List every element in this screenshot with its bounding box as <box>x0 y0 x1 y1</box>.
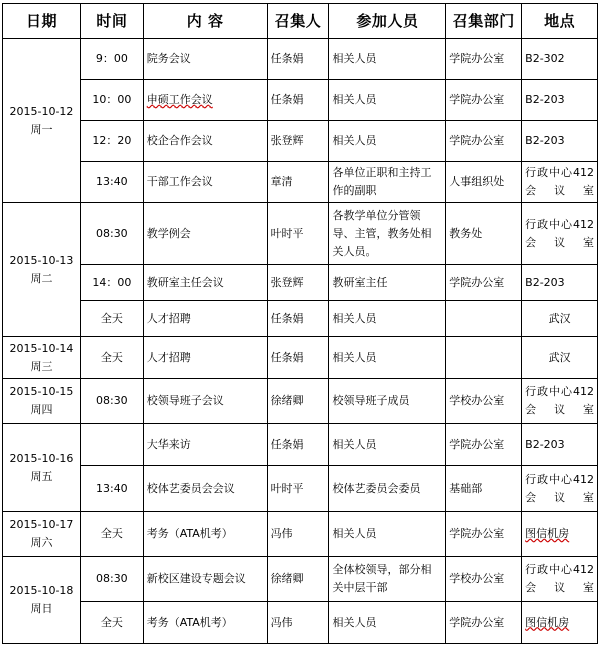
attendees-cell: 教研室主任 <box>329 265 446 301</box>
table-row <box>3 162 598 203</box>
convener-cell: 徐绪卿 <box>267 557 329 602</box>
attendees-cell: 相关人员 <box>329 512 446 557</box>
table-row <box>3 602 598 644</box>
time-cell: 12：20 <box>80 121 143 162</box>
time-cell: 全天 <box>80 512 143 557</box>
attendees-cell: 校领导班子成员 <box>329 379 446 424</box>
convener-cell: 任条娟 <box>267 337 329 379</box>
table-row <box>3 80 598 121</box>
convener-cell: 任条娟 <box>267 424 329 466</box>
time-cell: 08:30 <box>80 379 143 424</box>
content-cell: 教研室主任会议 <box>143 265 267 301</box>
content-cell: 考务（ATA机考） <box>143 512 267 557</box>
dept-cell: 人事组织处 <box>446 162 522 203</box>
location-cell: B2-203 <box>522 424 598 466</box>
location-cell: 行政中心412会议室 <box>522 557 598 602</box>
content-cell: 人才招聘 <box>143 337 267 379</box>
time-cell: 全天 <box>80 337 143 379</box>
content-cell: 申硕工作会议 <box>143 80 267 121</box>
table-row <box>3 466 598 512</box>
dept-cell <box>446 337 522 379</box>
table-row <box>3 512 598 557</box>
content-cell: 考务（ATA机考） <box>143 602 267 644</box>
time-cell: 9：00 <box>80 39 143 80</box>
header-location: 地点 <box>522 4 598 39</box>
time-cell: 全天 <box>80 602 143 644</box>
attendees-cell: 全体校领导，部分相关中层干部 <box>329 557 446 602</box>
time-cell <box>80 424 143 466</box>
attendees-cell: 相关人员 <box>329 424 446 466</box>
dept-cell: 学校办公室 <box>446 379 522 424</box>
dept-cell: 教务处 <box>446 203 522 265</box>
dept-cell: 学院办公室 <box>446 424 522 466</box>
location-cell: 行政中心412会议室 <box>522 162 598 203</box>
time-cell: 10：00 <box>80 80 143 121</box>
dept-cell <box>446 301 522 337</box>
location-cell: B2-203 <box>522 121 598 162</box>
content-cell: 新校区建设专题会议 <box>143 557 267 602</box>
location-cell: 武汉 <box>522 337 598 379</box>
table-row <box>3 337 598 379</box>
header-time: 时间 <box>80 4 143 39</box>
dept-cell: 学校办公室 <box>446 557 522 602</box>
header-attendees: 参加人员 <box>329 4 446 39</box>
location-cell: B2-203 <box>522 80 598 121</box>
date-cell: 2015-10-14 周三 <box>3 337 81 379</box>
content-cell: 干部工作会议 <box>143 162 267 203</box>
convener-cell: 任条娟 <box>267 39 329 80</box>
date-cell: 2015-10-16 周五 <box>3 424 81 512</box>
table-row <box>3 39 598 80</box>
location-cell: 武汉 <box>522 301 598 337</box>
attendees-cell: 相关人员 <box>329 337 446 379</box>
convener-cell: 叶时平 <box>267 466 329 512</box>
attendees-cell: 相关人员 <box>329 301 446 337</box>
table-row <box>3 301 598 337</box>
content-cell: 校领导班子会议 <box>143 379 267 424</box>
attendees-cell: 校体艺委员会委员 <box>329 466 446 512</box>
location-cell: 行政中心412会议室 <box>522 466 598 512</box>
time-cell: 13:40 <box>80 162 143 203</box>
table-row <box>3 121 598 162</box>
dept-cell: 学院办公室 <box>446 602 522 644</box>
content-cell: 校体艺委员会会议 <box>143 466 267 512</box>
content-cell: 校企合作会议 <box>143 121 267 162</box>
attendees-cell: 相关人员 <box>329 602 446 644</box>
attendees-cell: 相关人员 <box>329 121 446 162</box>
time-cell: 08:30 <box>80 557 143 602</box>
convener-cell: 叶时平 <box>267 203 329 265</box>
location-cell: 图信机房 <box>522 512 598 557</box>
time-cell: 08:30 <box>80 203 143 265</box>
dept-cell: 学院办公室 <box>446 121 522 162</box>
location-cell: 图信机房 <box>522 602 598 644</box>
schedule-table <box>2 3 598 644</box>
table-row <box>3 424 598 466</box>
attendees-cell: 相关人员 <box>329 39 446 80</box>
attendees-cell: 各单位正职和主持工作的副职 <box>329 162 446 203</box>
content-cell: 人才招聘 <box>143 301 267 337</box>
dept-cell: 学院办公室 <box>446 80 522 121</box>
convener-cell: 冯伟 <box>267 512 329 557</box>
time-cell: 14：00 <box>80 265 143 301</box>
header-dept: 召集部门 <box>446 4 522 39</box>
location-cell: B2-302 <box>522 39 598 80</box>
attendees-cell: 相关人员 <box>329 80 446 121</box>
location-cell: B2-203 <box>522 265 598 301</box>
date-cell: 2015-10-18 周日 <box>3 557 81 644</box>
table-row <box>3 379 598 424</box>
convener-cell: 任条娟 <box>267 301 329 337</box>
dept-cell: 学院办公室 <box>446 512 522 557</box>
location-cell: 行政中心412会议室 <box>522 379 598 424</box>
date-cell: 2015-10-12 周一 <box>3 39 81 203</box>
time-cell: 全天 <box>80 301 143 337</box>
date-cell: 2015-10-17 周六 <box>3 512 81 557</box>
attendees-cell: 各教学单位分管领导、主管，教务处相关人员。 <box>329 203 446 265</box>
convener-cell: 张登辉 <box>267 265 329 301</box>
convener-cell: 任条娟 <box>267 80 329 121</box>
convener-cell: 徐绪卿 <box>267 379 329 424</box>
content-cell: 院务会议 <box>143 39 267 80</box>
table-row <box>3 265 598 301</box>
header-date: 日期 <box>3 4 81 39</box>
convener-cell: 章清 <box>267 162 329 203</box>
time-cell: 13:40 <box>80 466 143 512</box>
date-cell: 2015-10-15 周四 <box>3 379 81 424</box>
table-row <box>3 203 598 265</box>
header-convener: 召集人 <box>267 4 329 39</box>
date-cell: 2015-10-13 周二 <box>3 203 81 337</box>
dept-cell: 学院办公室 <box>446 265 522 301</box>
header-row <box>3 4 598 39</box>
dept-cell: 基础部 <box>446 466 522 512</box>
content-cell: 教学例会 <box>143 203 267 265</box>
convener-cell: 张登辉 <box>267 121 329 162</box>
header-content: 内 容 <box>143 4 267 39</box>
content-cell: 大华来访 <box>143 424 267 466</box>
convener-cell: 冯伟 <box>267 602 329 644</box>
table-row <box>3 557 598 602</box>
location-cell: 行政中心412会议室 <box>522 203 598 265</box>
dept-cell: 学院办公室 <box>446 39 522 80</box>
